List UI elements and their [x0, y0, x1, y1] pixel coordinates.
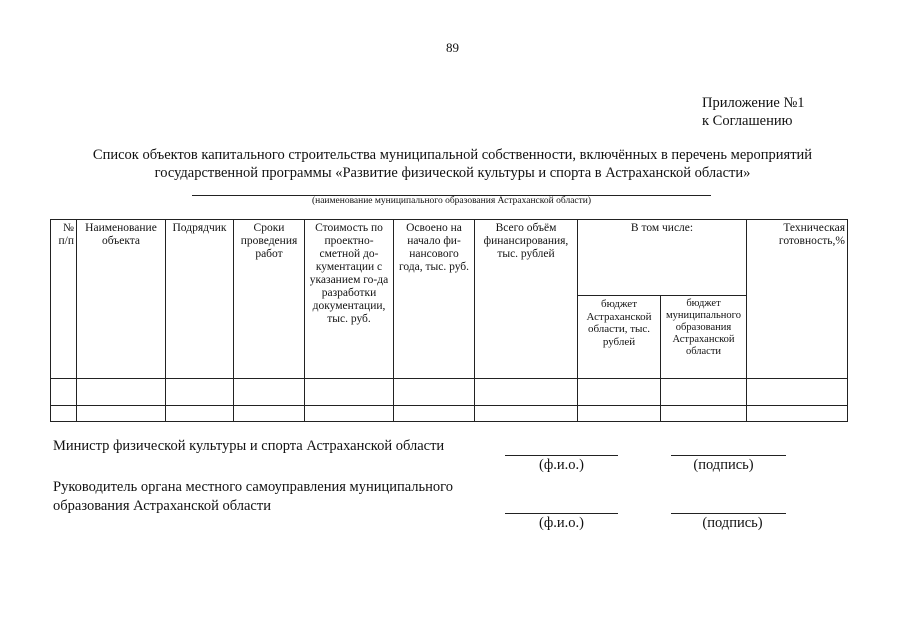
minister-signature-line: [671, 455, 786, 456]
appendix-label: [702, 94, 805, 130]
header-readiness: Техническая готовность,%: [747, 220, 848, 379]
minister-label: Министр физической культуры и спорта Астраханской области: [53, 438, 445, 454]
objects-table: [50, 219, 848, 422]
municipality-caption: (наименование муниципального образования Астраханской области): [311, 196, 592, 206]
head-signature-line: [671, 513, 786, 514]
header-row-1: [51, 220, 848, 296]
title-line-2: государственной программы «Развитие физической культуры и спорта в Астраханской области»: [154, 165, 751, 181]
page-number: 89: [446, 40, 459, 55]
head-fio-caption: (ф.и.о.): [539, 515, 584, 531]
table-row: [51, 406, 848, 422]
appendix-line-2: к Соглашению: [702, 113, 793, 129]
header-mastered: Освоено на начало фи-нансового года, тыс. руб.: [394, 220, 475, 379]
header-including: В том числе:: [578, 220, 747, 296]
head-fio-line: [505, 513, 618, 514]
header-name: Наименование объекта: [77, 220, 166, 379]
header-contractor: Подрядчик: [166, 220, 234, 379]
title-line-1: Список объектов капитального строительства муниципальной собственности, включённых в перечень мероприятий: [92, 147, 813, 163]
head-label-line-1: Руководитель органа местного самоуправления муниципального: [53, 479, 453, 495]
minister-fio-line: [505, 455, 618, 456]
header-num: № п/п: [51, 220, 77, 379]
header-cost: Стоимость по проектно-сметной до-кументации с указанием го-да разработки документации, тыс. руб.: [305, 220, 394, 379]
header-regional-budget: бюджет Астраханской области, тыс. рублей: [578, 296, 661, 379]
document-title: [30, 146, 875, 182]
header-deadlines: Сроки проведения работ: [234, 220, 305, 379]
head-signature-caption: (подпись): [702, 515, 763, 531]
appendix-line-1: Приложение №1: [702, 95, 805, 111]
minister-signature-caption: (подпись): [693, 457, 754, 473]
head-label: [53, 478, 453, 516]
header-municipal-budget: бюджет муниципального образования Астраханской области: [661, 296, 747, 379]
table-row: [51, 379, 848, 406]
minister-fio-caption: (ф.и.о.): [539, 457, 584, 473]
head-label-line-2: образования Астраханской области: [53, 498, 271, 514]
header-total: Всего объём финансирования, тыс. рублей: [475, 220, 578, 379]
